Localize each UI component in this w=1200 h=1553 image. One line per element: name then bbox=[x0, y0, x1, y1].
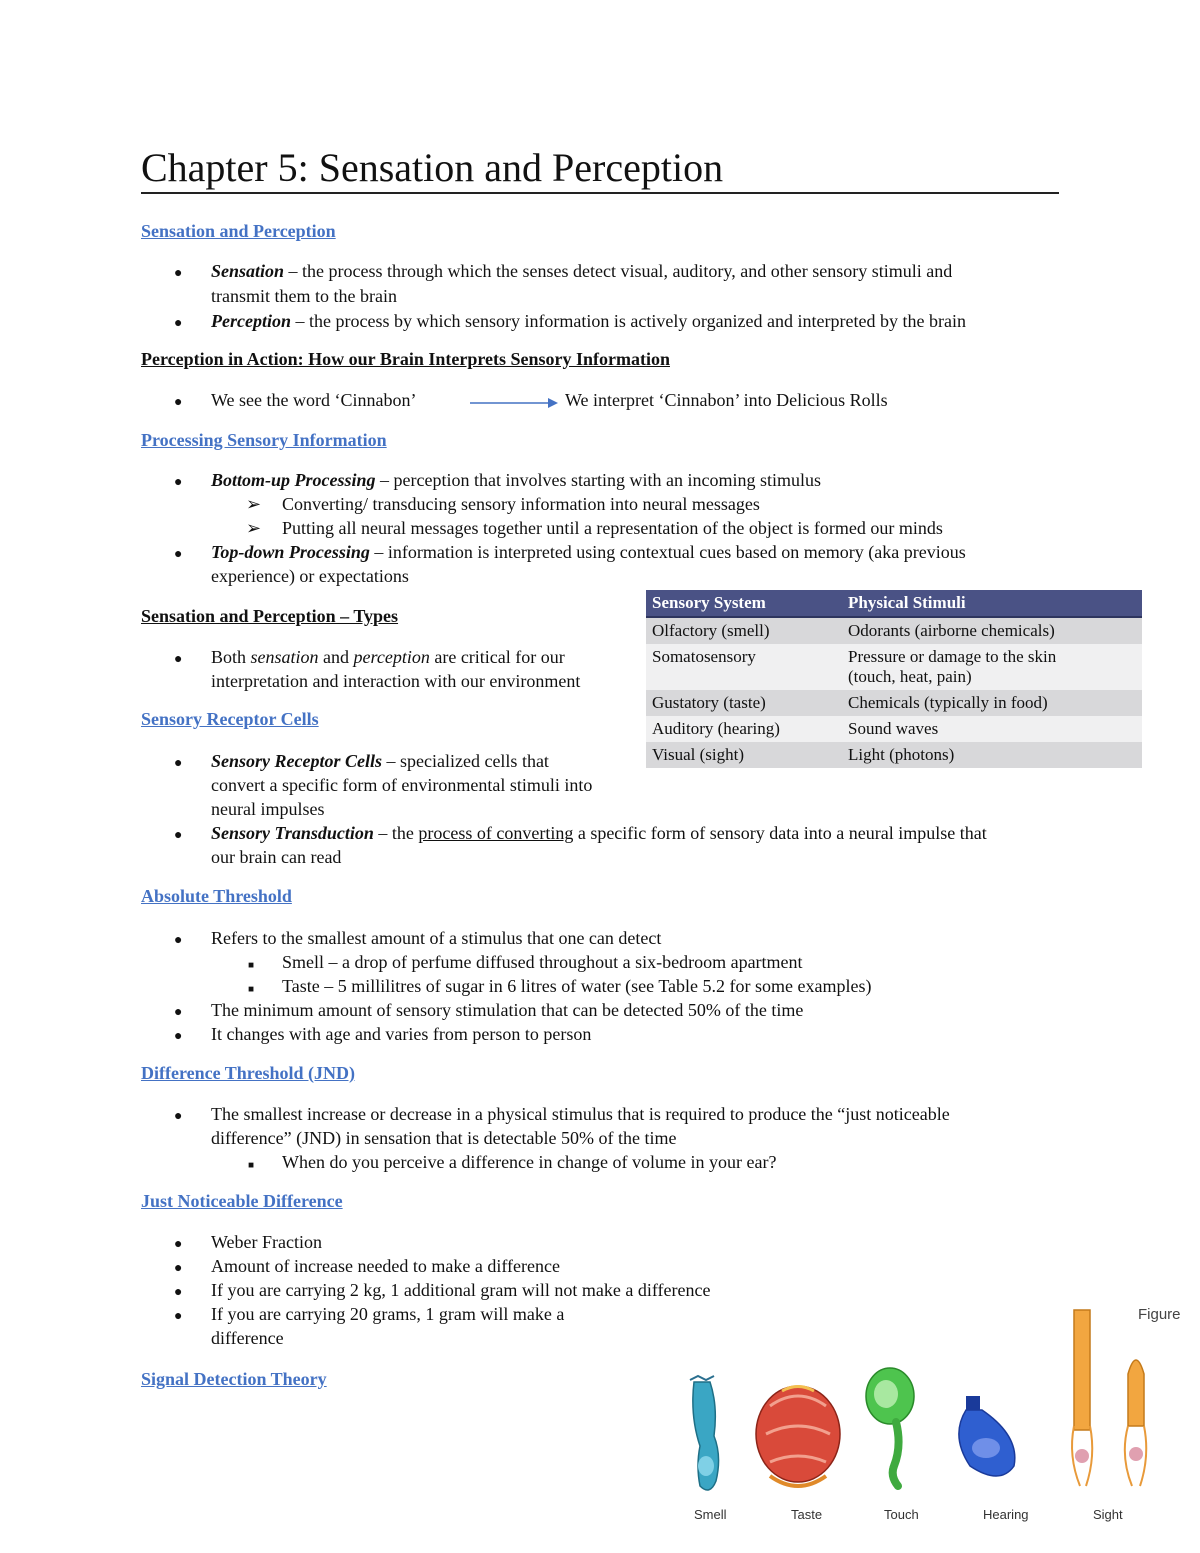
heading-just-noticeable-difference[interactable]: Just Noticeable Difference bbox=[141, 1191, 343, 1211]
sub-list-item: Converting/ transducing sensory information into neural messages bbox=[282, 494, 760, 514]
list-item bbox=[211, 468, 821, 492]
bullet: ● bbox=[174, 933, 183, 948]
bullet: ● bbox=[174, 828, 183, 843]
sub-list-item: When do you perceive a difference in change of volume in your ear? bbox=[282, 1152, 777, 1172]
list-item-continued: convert a specific form of environmental stimuli into bbox=[211, 775, 593, 795]
list-item-continued: our brain can read bbox=[211, 847, 342, 867]
table-cell: Somatosensory bbox=[646, 644, 842, 690]
text: are critical for our bbox=[429, 647, 565, 667]
sight-receptor-cells bbox=[1072, 1310, 1146, 1486]
heading-difference-threshold[interactable]: Difference Threshold (JND) bbox=[141, 1063, 355, 1083]
bullet: ● bbox=[174, 1261, 183, 1276]
heading-sensation-perception-types: Sensation and Perception – Types bbox=[141, 606, 399, 626]
square-bullet: ■ bbox=[248, 960, 255, 971]
table-row bbox=[646, 617, 1142, 644]
bullet: ● bbox=[174, 1285, 183, 1300]
table-cell: Olfactory (smell) bbox=[646, 617, 842, 644]
list-item bbox=[211, 259, 952, 283]
list-item bbox=[211, 821, 987, 845]
list-item-continued: interpretation and interaction with our environment bbox=[211, 671, 581, 691]
bullet: ● bbox=[174, 652, 183, 667]
bullet: ● bbox=[174, 1109, 183, 1124]
bullet: ● bbox=[174, 1309, 183, 1324]
table-header: Sensory System bbox=[646, 590, 842, 617]
definition: – perception that involves starting with an incoming stimulus bbox=[375, 470, 821, 490]
term: Sensory Transduction bbox=[211, 823, 374, 843]
term: Perception bbox=[211, 311, 291, 331]
figure-caption: Hearing bbox=[983, 1507, 1029, 1522]
list-item: Amount of increase needed to make a difference bbox=[211, 1256, 561, 1276]
sub-list-item: Taste – 5 millilitres of sugar in 6 litres of water (see Table 5.2 for some examples) bbox=[282, 976, 872, 996]
bullet: ● bbox=[174, 1029, 183, 1044]
text: a specific form of sensory data into a neural impulse that bbox=[573, 823, 987, 843]
text: – the bbox=[373, 823, 419, 843]
list-item-result: We interpret ‘Cinnabon’ into Delicious Rolls bbox=[565, 390, 888, 410]
list-item bbox=[211, 749, 549, 773]
term: Sensation bbox=[211, 261, 285, 281]
square-bullet: ■ bbox=[248, 1160, 255, 1171]
table-cell: Odorants (airborne chemicals) bbox=[842, 617, 1142, 644]
sub-list-item: Smell – a drop of perfume diffused throughout a six-bedroom apartment bbox=[282, 952, 803, 972]
list-item-continued: difference bbox=[211, 1328, 284, 1348]
table-cell-line: (touch, heat, pain) bbox=[848, 667, 972, 686]
term: Bottom-up Processing bbox=[211, 470, 376, 490]
text-italic: sensation bbox=[250, 647, 319, 667]
figure-label: Figure bbox=[1138, 1306, 1181, 1323]
heading-perception-in-action: Perception in Action: How our Brain Interprets Sensory Information bbox=[141, 349, 670, 369]
list-item-continued: experience) or expectations bbox=[211, 566, 409, 586]
page-title: Chapter 5: Sensation and Perception bbox=[141, 145, 724, 190]
figure-caption: Sight bbox=[1093, 1507, 1123, 1522]
figure-caption: Smell bbox=[694, 1507, 727, 1522]
table-cell: Light (photons) bbox=[842, 742, 1142, 768]
figure-caption: Touch bbox=[884, 1507, 919, 1522]
list-item-continued: difference” (JND) in sensation that is detectable 50% of the time bbox=[211, 1128, 677, 1148]
list-item: The smallest increase or decrease in a physical stimulus that is required to produce the “just noticeable bbox=[211, 1104, 950, 1124]
list-item: Refers to the smallest amount of a stimulus that one can detect bbox=[211, 928, 662, 948]
table-row bbox=[646, 644, 1142, 690]
term: Top-down Processing bbox=[211, 542, 370, 562]
arrow-bullet-icon: ➢ bbox=[246, 494, 262, 514]
square-bullet: ■ bbox=[248, 984, 255, 995]
list-item: It changes with age and varies from person to person bbox=[211, 1024, 592, 1044]
table-header: Physical Stimuli bbox=[842, 590, 1142, 617]
table-row bbox=[646, 742, 1142, 768]
text: Both bbox=[211, 647, 251, 667]
bullet: ● bbox=[174, 266, 183, 281]
list-item: If you are carrying 2 kg, 1 additional gram will not make a difference bbox=[211, 1280, 711, 1300]
table-row bbox=[646, 716, 1142, 742]
receptor-cells-figure bbox=[670, 1306, 1160, 1506]
text: and bbox=[318, 647, 354, 667]
text-underlined: process of converting bbox=[418, 823, 574, 843]
bullet: ● bbox=[174, 395, 183, 410]
bullet: ● bbox=[174, 1005, 183, 1020]
table-cell bbox=[842, 644, 1142, 690]
definition: – specialized cells that bbox=[382, 751, 549, 771]
arrow-bullet-icon: ➢ bbox=[246, 518, 262, 538]
heading-processing-sensory-information[interactable]: Processing Sensory Information bbox=[141, 430, 387, 450]
table-row bbox=[646, 690, 1142, 716]
bullet: ● bbox=[174, 547, 183, 562]
table-cell-line: Pressure or damage to the skin bbox=[848, 647, 1057, 666]
bullet: ● bbox=[174, 475, 183, 490]
sub-list-item: Putting all neural messages together until a representation of the object is formed our minds bbox=[282, 518, 943, 538]
list-item: If you are carrying 20 grams, 1 gram will make a bbox=[211, 1304, 565, 1324]
heading-signal-detection-theory[interactable]: Signal Detection Theory bbox=[141, 1369, 327, 1389]
table-cell: Sound waves bbox=[842, 716, 1142, 742]
definition: – the process through which the senses detect visual, auditory, and other sensory stimuli and bbox=[284, 261, 953, 281]
table-cell: Chemicals (typically in food) bbox=[842, 690, 1142, 716]
heading-sensory-receptor-cells[interactable]: Sensory Receptor Cells bbox=[141, 709, 319, 729]
table-cell: Visual (sight) bbox=[646, 742, 842, 768]
touch-receptor-cell bbox=[866, 1368, 914, 1486]
term: Sensory Receptor Cells bbox=[211, 751, 382, 771]
heading-sensation-perception[interactable]: Sensation and Perception bbox=[141, 221, 336, 241]
list-item: The minimum amount of sensory stimulation that can be detected 50% of the time bbox=[211, 1000, 804, 1020]
list-item bbox=[211, 540, 966, 564]
list-item-continued: neural impulses bbox=[211, 799, 325, 819]
definition: – information is interpreted using contextual cues based on memory (aka previous bbox=[369, 542, 966, 562]
list-item bbox=[211, 309, 966, 333]
list-item: Weber Fraction bbox=[211, 1232, 323, 1252]
taste-receptor-cell bbox=[756, 1386, 840, 1486]
bullet: ● bbox=[174, 316, 183, 331]
text-italic: perception bbox=[353, 647, 430, 667]
arrow-right-icon bbox=[468, 396, 560, 410]
table-cell: Gustatory (taste) bbox=[646, 690, 842, 716]
title-underline bbox=[141, 192, 1059, 194]
heading-absolute-threshold[interactable]: Absolute Threshold bbox=[141, 886, 292, 906]
table-cell: Auditory (hearing) bbox=[646, 716, 842, 742]
smell-receptor-cell bbox=[690, 1376, 719, 1490]
bullet: ● bbox=[174, 1237, 183, 1252]
list-item-continued: transmit them to the brain bbox=[211, 286, 397, 306]
figure-caption: Taste bbox=[791, 1507, 823, 1522]
sensory-systems-table bbox=[646, 590, 1142, 768]
hearing-receptor-cell bbox=[959, 1396, 1015, 1476]
bullet: ● bbox=[174, 756, 183, 771]
definition: – the process by which sensory information is actively organized and interpreted by the brain bbox=[290, 311, 966, 331]
list-item bbox=[211, 645, 565, 669]
list-item: We see the word ‘Cinnabon’ bbox=[211, 390, 417, 410]
